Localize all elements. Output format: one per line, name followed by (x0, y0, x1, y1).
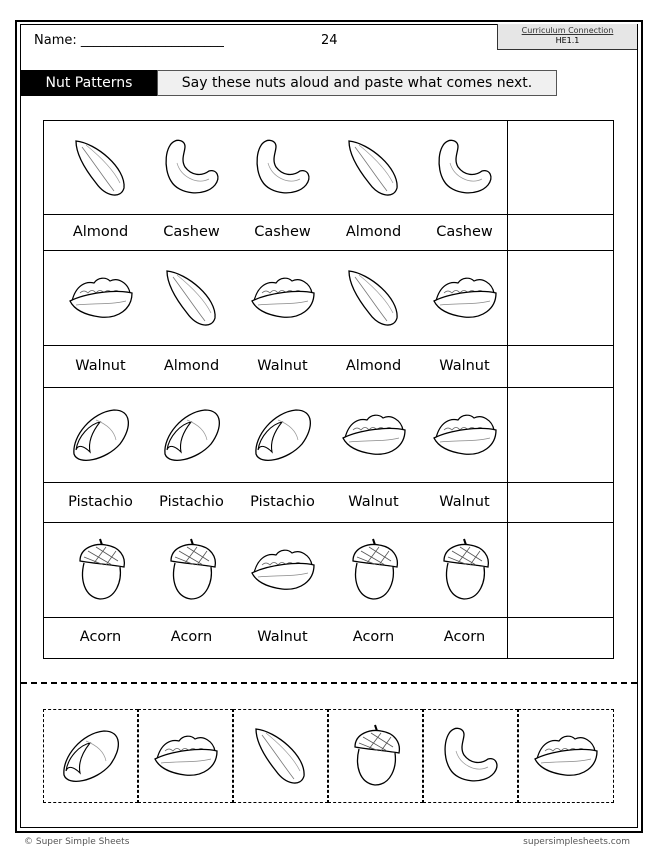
nut-label: Acorn (170, 629, 213, 645)
name-field[interactable]: Name: ______________________ (34, 33, 224, 48)
nut-label: Acorn (352, 629, 395, 645)
cutout-walnut[interactable] (518, 709, 614, 803)
nut-label: Acorn (79, 629, 122, 645)
pattern-cell (145, 400, 238, 474)
pattern-table (43, 120, 614, 659)
nut-label: Almond (163, 358, 220, 374)
cutout-strip (43, 709, 614, 803)
curriculum-title: Curriculum Connection (521, 26, 614, 35)
nut-label: Pistachio (250, 494, 315, 510)
pattern-cell (236, 133, 329, 207)
answer-paste-cell[interactable] (508, 523, 613, 617)
pattern-label-row (44, 346, 613, 388)
pattern-cell (327, 133, 420, 207)
footer-website: supersimplesheets.com (523, 837, 630, 847)
pattern-image-row (44, 523, 613, 618)
nut-label: Walnut (439, 358, 490, 374)
curriculum-connection-box (497, 24, 637, 50)
pattern-cell (236, 400, 329, 474)
nut-label: Walnut (439, 494, 490, 510)
nut-label: Cashew (436, 224, 493, 240)
cutout-walnut[interactable] (138, 709, 233, 803)
cutout-almond[interactable] (233, 709, 328, 803)
cut-line (21, 682, 637, 684)
page-number: 24 (321, 33, 338, 48)
pistachio-icon (66, 400, 136, 470)
pistachio-icon (248, 400, 318, 470)
pattern-cell (145, 263, 238, 337)
cutout-acorn[interactable] (328, 709, 423, 803)
worksheet-title: Nut Patterns (21, 70, 157, 96)
curriculum-code: HE1.1 (555, 36, 580, 45)
nut-label: Walnut (75, 358, 126, 374)
pattern-cell (236, 263, 329, 337)
pattern-cell (54, 535, 147, 609)
nut-label: Walnut (348, 494, 399, 510)
acorn-icon (157, 535, 227, 605)
nut-label: Pistachio (68, 494, 133, 510)
worksheet-instruction: Say these nuts aloud and paste what comes next. (157, 70, 557, 96)
footer-copyright: © Super Simple Sheets (24, 837, 130, 847)
pattern-label-row (44, 483, 613, 523)
nut-label: Cashew (254, 224, 311, 240)
pattern-cell (54, 400, 147, 474)
answer-paste-cell[interactable] (508, 251, 613, 345)
nut-label: Walnut (257, 629, 308, 645)
pattern-image-row (44, 121, 613, 215)
walnut-icon (151, 721, 221, 791)
almond-icon (339, 133, 409, 203)
pattern-cell (418, 535, 511, 609)
pattern-cell (327, 263, 420, 337)
walnut-icon (339, 400, 409, 470)
almond-icon (339, 263, 409, 333)
nut-label: Cashew (163, 224, 220, 240)
nut-label: Almond (345, 224, 402, 240)
pattern-cell (327, 400, 420, 474)
walnut-icon (430, 400, 500, 470)
pistachio-icon (56, 721, 126, 791)
pattern-label-row (44, 618, 613, 658)
cashew-icon (436, 721, 506, 791)
nut-label: Walnut (257, 358, 308, 374)
answer-paste-cell[interactable] (508, 388, 613, 482)
pattern-image-row (44, 251, 613, 346)
pattern-cell (145, 133, 238, 207)
walnut-icon (66, 263, 136, 333)
pattern-cell (236, 535, 329, 609)
acorn-icon (339, 535, 409, 605)
pattern-cell (145, 535, 238, 609)
acorn-icon (341, 721, 411, 791)
almond-icon (157, 263, 227, 333)
walnut-icon (430, 263, 500, 333)
pattern-cell (418, 263, 511, 337)
pistachio-icon (157, 400, 227, 470)
cashew-icon (248, 133, 318, 203)
pattern-cell (418, 400, 511, 474)
walnut-icon (531, 721, 601, 791)
almond-icon (246, 721, 316, 791)
pattern-image-row (44, 388, 613, 483)
nut-label: Acorn (443, 629, 486, 645)
cutout-cashew[interactable] (423, 709, 518, 803)
cutout-pistachio[interactable] (43, 709, 138, 803)
nut-label: Pistachio (159, 494, 224, 510)
pattern-cell (54, 263, 147, 337)
almond-icon (66, 133, 136, 203)
answer-paste-cell[interactable] (508, 121, 613, 214)
acorn-icon (66, 535, 136, 605)
walnut-icon (248, 263, 318, 333)
nut-label: Almond (345, 358, 402, 374)
walnut-icon (248, 535, 318, 605)
cashew-icon (430, 133, 500, 203)
pattern-label-row (44, 215, 613, 251)
nut-label: Almond (72, 224, 129, 240)
pattern-cell (418, 133, 511, 207)
cashew-icon (157, 133, 227, 203)
pattern-cell (54, 133, 147, 207)
pattern-cell (327, 535, 420, 609)
acorn-icon (430, 535, 500, 605)
